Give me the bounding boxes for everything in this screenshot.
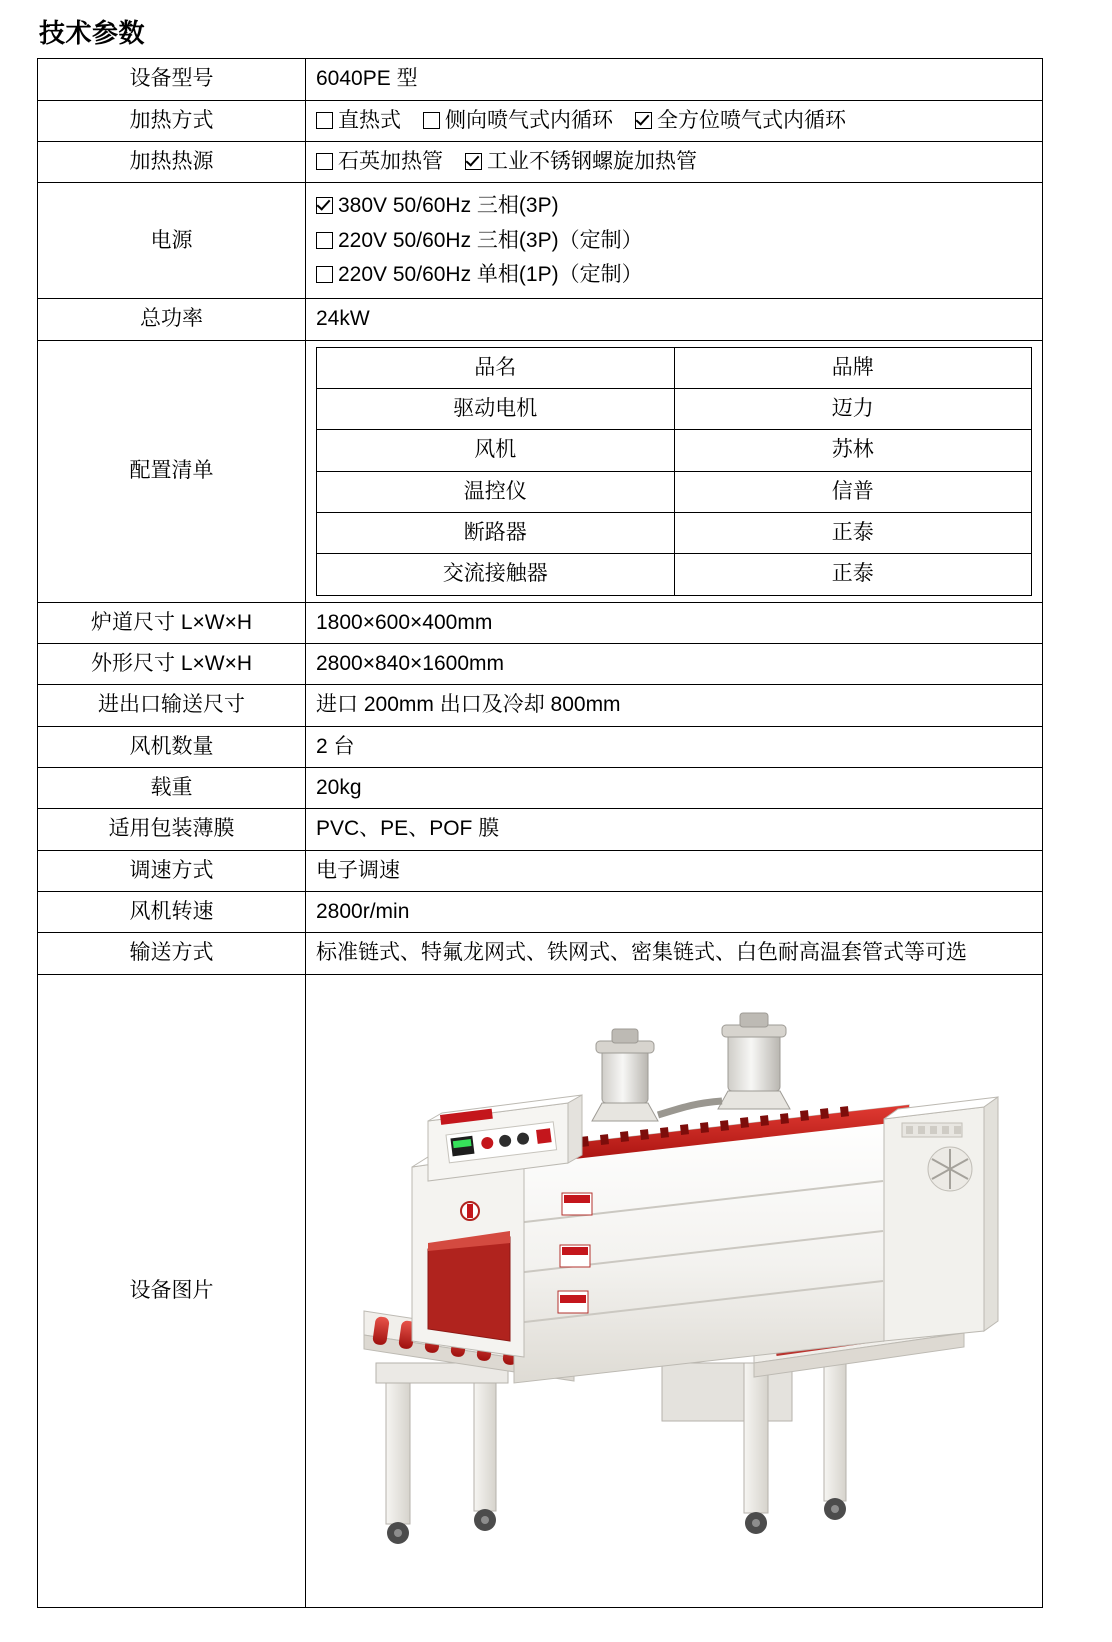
- config-row: [317, 388, 1032, 429]
- row-label-fan-speed: 风机转速: [38, 892, 306, 933]
- row-label-power-supply: 电源: [38, 183, 306, 299]
- row-label-equipment-photo: 设备图片: [38, 974, 306, 1607]
- option-label: 直热式: [338, 108, 401, 132]
- option-label: 工业不锈钢螺旋加热管: [487, 149, 697, 173]
- row-value-heat-source: [306, 141, 1043, 182]
- config-item-name: 风机: [317, 430, 675, 471]
- option-label: 220V 50/60Hz 单相(1P)（定制）: [338, 262, 643, 286]
- option-label: 220V 50/60Hz 三相(3P)（定制）: [338, 228, 643, 252]
- config-row: [317, 554, 1032, 595]
- config-row: [317, 512, 1032, 553]
- row-label-overall-size: 外形尺寸 L×W×H: [38, 644, 306, 685]
- config-item-brand: 信普: [674, 471, 1032, 512]
- table-row: [38, 59, 1043, 100]
- row-value-heating-method: [306, 100, 1043, 141]
- row-label-config-list: 配置清单: [38, 340, 306, 602]
- config-item-brand: 苏林: [674, 430, 1032, 471]
- table-row: [38, 299, 1043, 340]
- option-power-220v-3p[interactable]: [316, 224, 1032, 258]
- table-row: [38, 685, 1043, 726]
- config-item-brand: 迈力: [674, 388, 1032, 429]
- config-header-row: [317, 347, 1032, 388]
- row-label-tunnel-size: 炉道尺寸 L×W×H: [38, 602, 306, 643]
- option-label: 石英加热管: [338, 149, 443, 173]
- config-item-name: 温控仪: [317, 471, 675, 512]
- checkbox-icon[interactable]: [316, 232, 333, 249]
- page-title: 技术参数: [39, 18, 146, 48]
- shrink-tunnel-machine-svg: [324, 1011, 1024, 1571]
- checkbox-checked-icon[interactable]: [316, 197, 333, 214]
- machine-legs: [376, 1361, 846, 1544]
- config-item-name: 断路器: [317, 512, 675, 553]
- row-label-conveying: 输送方式: [38, 933, 306, 974]
- row-value-film: PVC、PE、POF 膜: [306, 809, 1043, 850]
- config-list-table: [316, 347, 1032, 596]
- config-list-cell: [306, 340, 1043, 602]
- blower-motors: [592, 1013, 790, 1121]
- table-row-config: [38, 340, 1043, 602]
- row-value-model: 6040PE 型: [306, 59, 1043, 100]
- row-value-tunnel-size: 1800×600×400mm: [306, 602, 1043, 643]
- checkbox-icon[interactable]: [316, 266, 333, 283]
- row-label-load: 载重: [38, 768, 306, 809]
- option-label: 侧向喷气式内循环: [445, 108, 613, 132]
- row-value-speed-mode: 电子调速: [306, 850, 1043, 891]
- table-row: [38, 726, 1043, 767]
- row-label-heat-source: 加热热源: [38, 141, 306, 182]
- row-value-power-supply: [306, 183, 1043, 299]
- equipment-photo-cell: [306, 974, 1043, 1607]
- option-heating-side-jet[interactable]: [423, 107, 613, 135]
- row-label-film: 适用包装薄膜: [38, 809, 306, 850]
- row-label-speed-mode: 调速方式: [38, 850, 306, 891]
- config-item-name: 交流接触器: [317, 554, 675, 595]
- row-value-total-power: 24kW: [306, 299, 1043, 340]
- checkbox-icon[interactable]: [423, 112, 440, 129]
- config-header-name: 品名: [317, 347, 675, 388]
- table-row-photo: [38, 974, 1043, 1607]
- option-heating-omni-jet[interactable]: [635, 107, 846, 135]
- row-value-fan-speed: 2800r/min: [306, 892, 1043, 933]
- option-quartz-tube[interactable]: [316, 148, 443, 176]
- config-item-name: 驱动电机: [317, 388, 675, 429]
- checkbox-checked-icon[interactable]: [465, 153, 482, 170]
- table-row: [38, 141, 1043, 182]
- table-row: [38, 809, 1043, 850]
- row-value-fan-count: 2 台: [306, 726, 1043, 767]
- config-header-brand: 品牌: [674, 347, 1032, 388]
- option-power-380v-3p[interactable]: [316, 189, 1032, 223]
- table-row: [38, 100, 1043, 141]
- table-row: [38, 892, 1043, 933]
- config-row: [317, 430, 1032, 471]
- option-stainless-spiral-tube[interactable]: [465, 148, 697, 176]
- row-value-conveying: 标准链式、特氟龙网式、铁网式、密集链式、白色耐高温套管式等可选: [306, 933, 1043, 974]
- checkbox-checked-icon[interactable]: [635, 112, 652, 129]
- row-value-inout-size: 进口 200mm 出口及冷却 800mm: [306, 685, 1043, 726]
- checkbox-icon[interactable]: [316, 112, 333, 129]
- table-row: [38, 850, 1043, 891]
- row-value-overall-size: 2800×840×1600mm: [306, 644, 1043, 685]
- table-row: [38, 183, 1043, 299]
- option-power-220v-1p[interactable]: [316, 258, 1032, 292]
- row-label-heating-method: 加热方式: [38, 100, 306, 141]
- table-row: [38, 768, 1043, 809]
- config-item-brand: 正泰: [674, 554, 1032, 595]
- row-label-fan-count: 风机数量: [38, 726, 306, 767]
- row-value-load: 20kg: [306, 768, 1043, 809]
- checkbox-icon[interactable]: [316, 153, 333, 170]
- option-label: 380V 50/60Hz 三相(3P): [338, 194, 559, 218]
- config-item-brand: 正泰: [674, 512, 1032, 553]
- option-heating-direct[interactable]: [316, 107, 401, 135]
- table-row: [38, 644, 1043, 685]
- table-row: [38, 933, 1043, 974]
- row-label-model: 设备型号: [38, 59, 306, 100]
- row-label-total-power: 总功率: [38, 299, 306, 340]
- config-row: [317, 471, 1032, 512]
- row-label-inout-size: 进出口输送尺寸: [38, 685, 306, 726]
- exit-tower: [884, 1097, 998, 1341]
- machine-illustration: [324, 1011, 1024, 1571]
- table-row: [38, 602, 1043, 643]
- spec-table: [37, 58, 1043, 1608]
- option-label: 全方位喷气式内循环: [657, 108, 846, 132]
